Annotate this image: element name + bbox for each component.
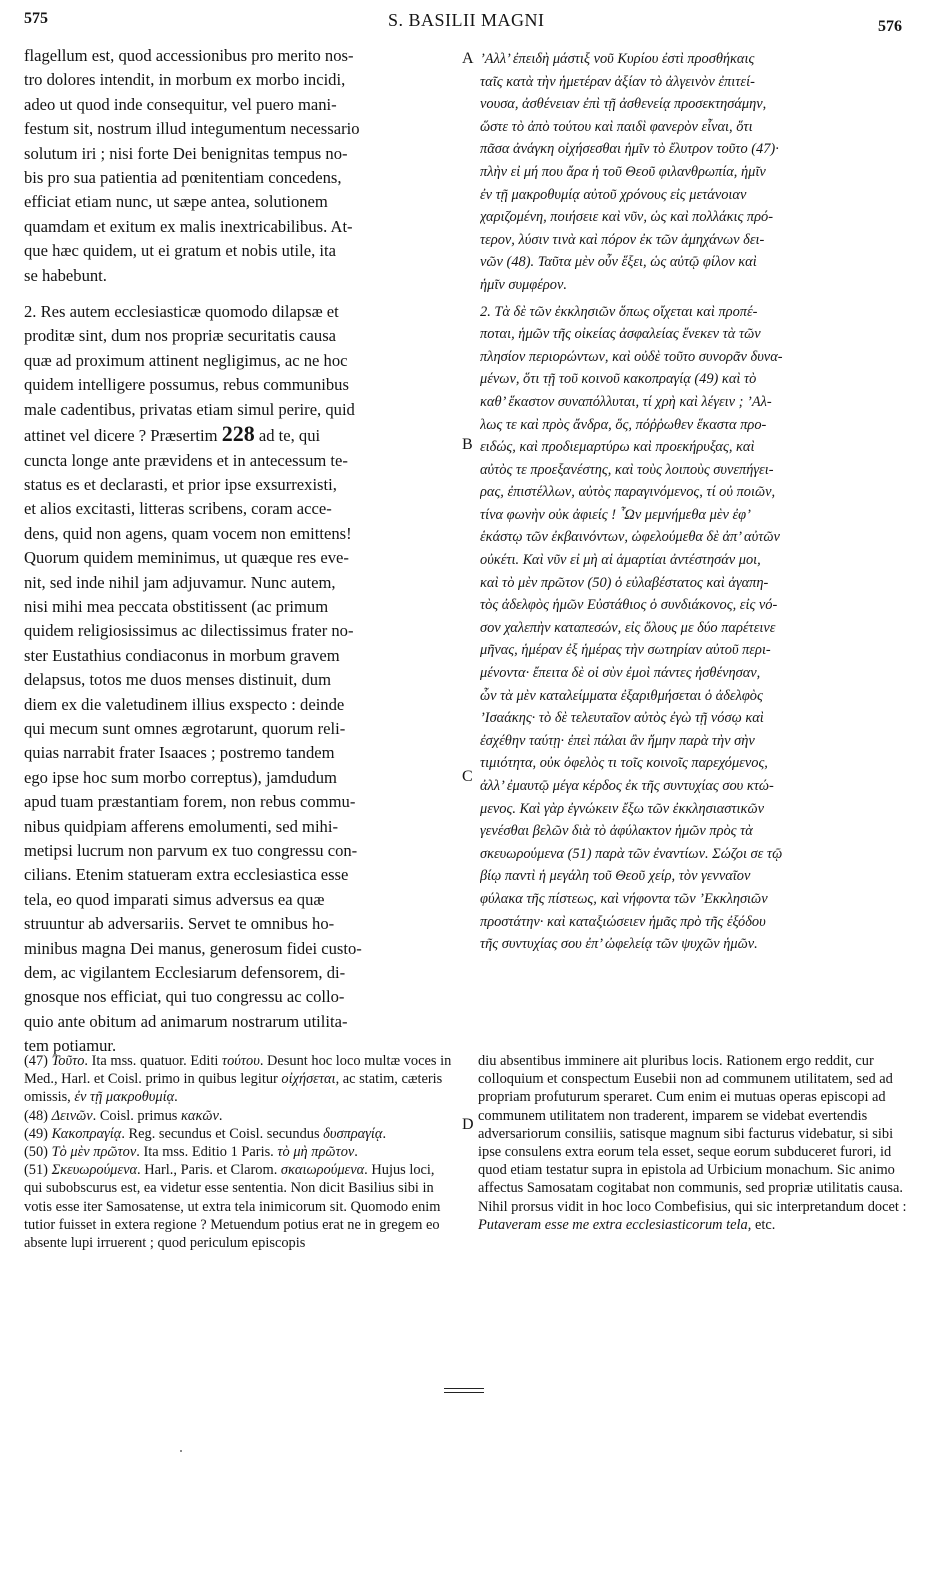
- greek-line: ταῖς κατὰ τὴν ἡμετέραν ἀξίαν τὸ ἀλγεινὸν ἐπιτεί-: [480, 73, 755, 90]
- latin-line: se habebunt.: [24, 265, 107, 285]
- latin-line: que hæc quidem, ut ei gratum et nobis utile, ita: [24, 241, 336, 261]
- greek-line: ὧν τὰ μὲν καταλείμματα ἐξαριθμήσεται ὁ ἀδελφὸς: [480, 687, 763, 704]
- latin-line: tro dolores intendit, in morbum ex morbo incidi,: [24, 70, 346, 90]
- greek-line: τῆς συντυχίας σου ἐπ’ ὠφελείᾳ τῶν ψυχῶν ἡμῶν.: [480, 936, 758, 953]
- note-text: . Ita mss. Editio 1 Paris.: [136, 1144, 278, 1161]
- latin-paragraphs: [24, 44, 471, 422]
- greek-line: ἐν τῇ μακροθυμίᾳ αὐτοῦ χρόνους εἰς μετάνοιαν: [480, 186, 747, 203]
- latin-line: nit, sed inde nihil jam adjuvamur. Nunc autem,: [24, 572, 336, 592]
- note-text: .: [354, 1144, 358, 1161]
- latin-line: delapsus, totos me duos menses distinuit, dum: [24, 670, 331, 690]
- latin-line: quio ante obitum ad animarum nostrarum utilita-: [24, 1011, 348, 1031]
- note-text: etc.: [751, 1216, 776, 1233]
- greek-line: τιμιότητα, οὐκ ὀφελὸς τι τοῖς κοινοῖς παρεχόμενος,: [480, 755, 768, 772]
- running-head: S. BASILII MAGNI: [388, 10, 545, 30]
- greek-column: [480, 48, 910, 956]
- greek-line: 2. Τὰ δὲ τῶν ἐκκλησιῶν ὅπως οἴχεται καὶ προπέ-: [480, 303, 758, 320]
- footnote-51: [24, 1161, 456, 1252]
- note-greek: τούτου: [221, 1053, 260, 1069]
- latin-line: quidem religiosissimus ac dilectissimus frater no-: [24, 621, 354, 641]
- greek-line: ειδώς, καὶ προδιεμαρτύρω καὶ προεκήρυξας, καὶ: [480, 439, 755, 456]
- latin-line: metipsi lucrum non parvum ex tuo congressu con-: [24, 841, 358, 860]
- page-number-left: 575: [24, 10, 48, 27]
- greek-line: πλησίον περιορώντων, καὶ οὐδὲ τοῦτο συνορᾶν δυνα-: [480, 348, 783, 365]
- greek-paragraphs: [480, 48, 910, 956]
- greek-line: μενος. Καὶ γὰρ ἐγνώκειν ἔξω τῶν ἐκκλησιαστικῶν: [480, 800, 764, 817]
- latin-line: adeo ut quod inde consequitur, vel puero mani-: [24, 94, 337, 114]
- note-greek: κακῶν: [181, 1107, 219, 1124]
- note-text: .: [174, 1089, 178, 1106]
- latin-line: quæ ad proximum attinent negligimus, ac ne hoc: [24, 350, 348, 370]
- end-rule: [444, 1392, 484, 1393]
- footnote-49: [24, 1125, 456, 1143]
- note-greek: Δεινῶν: [51, 1107, 93, 1124]
- latin-line: gnosque nos efficiat, qui tuo congressu ac collo-: [24, 987, 345, 1007]
- greek-line: προστάτην· καὶ καταξιώσειεν ἡμᾶς πρὸ τῆς ἐξόδου: [480, 913, 766, 930]
- end-rule: [444, 1388, 484, 1389]
- greek-line: σκευωρούμενα (51) παρὰ τῶν ἐναντίων. Σώζοι σε τῷ: [480, 845, 783, 862]
- greek-line: καὶ τὸ μὲν πρῶτον (50) ὁ εὐλαβέστατος καὶ ἀγαπη-: [480, 574, 769, 591]
- latin-line: struuntur ab adversariis. Servet te omnibus ho-: [24, 914, 335, 934]
- note-text: . Harl., Paris. et Clarom.: [137, 1162, 281, 1179]
- greek-line: ἡμῖν συμφέρον.: [480, 276, 567, 293]
- latin-line: male cadentibus, privatas etiam simul perire, quid: [24, 399, 355, 419]
- note-greek: Τὸ μὲν πρῶτον: [51, 1144, 137, 1161]
- latin-line-col-number: [24, 422, 471, 448]
- greek-line: μῆνας, ἡμέραν ἐξ ἡμέρας τὴν σωτηρίαν αὐτοῦ περι-: [480, 642, 771, 659]
- print-speck: [180, 1450, 182, 1452]
- latin-line: quias narrabit frater Isaaces ; postremo tandem: [24, 743, 335, 763]
- latin-line: proditæ sint, dum nos propriæ securitatis causa: [24, 326, 337, 346]
- note-greek: ἐν τῇ μακροθυμίᾳ: [74, 1089, 175, 1106]
- greek-line: τίνα φωνὴν οὐκ ἀφιείς ! ῟Ων μεμνήμεθα μὲν ἐφ’: [480, 506, 751, 523]
- column-number-228: 228: [221, 422, 255, 447]
- note-greek: οἰχήσεται: [281, 1071, 336, 1088]
- latin-line: apud tuam præstantiam forem, non rebus commu-: [24, 792, 356, 812]
- latin-line: ego ipse hoc sum morbo correptus), jamdudum: [24, 767, 337, 787]
- greek-line: ἀλλ’ ἐμαυτῷ μέγα κέρδος ἐκ τῆς συντυχίας σου κτώ-: [480, 778, 774, 794]
- greek-line: ἑκάστῳ τῶν ἐκβαινόντων, ὠφελούμεθα δὲ ἀπ’ αὐτῶν: [480, 529, 780, 546]
- greek-line: χαριζομένη, ποιήσειε καὶ νῦν, ὡς καὶ πολλάκις πρό-: [480, 209, 774, 226]
- note-text: . Reg. secundus et Coisl. secundus: [121, 1125, 324, 1142]
- note-text: . Coisl. primus: [92, 1107, 181, 1124]
- note-greek: Σκευωρούμενα: [51, 1162, 138, 1179]
- greek-line: σον χαλεπὴν καταπεσών, εἰς ὅλους με δύο παρέτεινε: [480, 619, 776, 636]
- note-text: (48): [24, 1107, 52, 1124]
- latin-line: festum sit, nostrum illud integumentum necessario: [24, 119, 360, 139]
- latin-line: Quorum quidem meminimus, ut quæque res eve-: [24, 548, 349, 568]
- latin-line-text: ad te, qui: [254, 426, 321, 446]
- footnote-47: [24, 1052, 456, 1107]
- greek-line: γενέσθαι βελῶν διὰ τὸ ἀφύλακτον ἡμῶν πρὸς τὰ: [480, 823, 753, 840]
- latin-line: 2. Res autem ecclesiasticæ quomodo dilapsæ et: [24, 302, 339, 322]
- latin-line: tela, eo quod imparati simus adversus ea quæ: [24, 889, 325, 909]
- greek-line: καθ’ ἕκαστον συναπόλλυται, τί χρὴ καὶ λέγειν ; ’Αλ-: [480, 393, 772, 410]
- greek-line: ρας, ἐπιστέλλων, αὐτὸς παραγινόμενος, τί οὐ ποιῶν,: [480, 484, 776, 501]
- latin-line: nibus quidpiam afferens emolumenti, sed mihi-: [24, 816, 338, 836]
- note-text: .: [382, 1125, 387, 1142]
- greek-line: φύλακα τῆς πίστεως, καὶ νήφοντα τῶν ’Εκκλησιῶν: [480, 890, 768, 907]
- margin-letter-d: D: [462, 1116, 474, 1133]
- latin-line: ster Eustathius condiaconus in morbum gravem: [24, 645, 340, 665]
- footnote-48: [24, 1107, 456, 1125]
- latin-line: bis pro sua patientia ad pœnitentiam concedens,: [24, 168, 342, 188]
- margin-letter-a: A: [462, 50, 474, 67]
- greek-line: μένοντα· ἔπειτα δὲ οἱ σὺν ἐμοὶ πάντες ἠσθένησαν,: [480, 665, 761, 682]
- margin-letter-c: C: [462, 768, 473, 785]
- latin-line: flagellum est, quod accessionibus pro merito nos-: [24, 46, 354, 65]
- footnotes-left: [24, 1052, 456, 1252]
- margin-letter-b: B: [462, 436, 473, 453]
- note-text: (49): [24, 1125, 52, 1142]
- greek-line: τερον, λύσιν τινὰ καὶ πόρον ἐκ τῶν ἀμηχάνων δει-: [480, 231, 765, 248]
- footnote-50: [24, 1143, 456, 1161]
- note-text: , ac statim, cæteris omissis,: [24, 1071, 443, 1106]
- greek-line: τὸς ἀδελφὸς ἡμῶν Εὐστάθιος ὁ συνδιάκονος, εἰς νό-: [480, 597, 778, 614]
- note-text: (47): [24, 1053, 52, 1069]
- footnotes-right: [478, 1052, 910, 1234]
- note-greek: Τοῦτο: [51, 1053, 85, 1069]
- note-text: diu absentibus imminere ait pluribus locis. Rationem ergo reddit, cur colloquium et conspectum Eusebii non ad communem utilitatem, sed ad propriam profuturum speraret. Cum enim ei mutuas operas episcopi ad communem utilitatem non traderent, imparem se videbat evertendis adversariorum consiliis, satisque magnum sibi facturus videbatur, si sibi ipse consulens extra eorum tela esset, seque eorum subduceret furori, id quod etiam testatur supra in epistola ad Urbicium monachum. Sic animo affectus Samosatam cogitabat non communis, sed propriæ utilitatis causa. Nihil prorsus vidit in hoc loco Combefisius, qui sic interpretandum docet :: [478, 1053, 907, 1215]
- greek-line: νῶν (48). Ταῦτα μὲν οὖν ἕξει, ὡς αὐτῷ φίλον καὶ: [480, 254, 757, 271]
- latin-line-text: attinet vel dicere ? Præsertim: [24, 426, 222, 446]
- latin-line: dem, ac vigilantem Ecclesiarum defensorem, di-: [24, 963, 346, 983]
- note-italic-quote: Putaveram esse me extra ecclesiasticorum tela,: [478, 1216, 752, 1233]
- greek-line: ’Αλλ’ ἐπειδὴ μάστιξ νοῦ Κυρίου ἐστὶ προσθήκαις: [480, 51, 755, 67]
- greek-line: νουσα, ἀσθένειαν ἐπὶ τῇ ἀσθενείᾳ προσεκτησάμην,: [480, 96, 767, 113]
- note-text: . Ita mss. quatuor. Editi: [84, 1053, 222, 1069]
- footnote-51-continued: [478, 1052, 910, 1234]
- greek-line: πλὴν εἰ μή που ἄρα ἡ τοῦ Θεοῦ φιλανθρωπία, ἡμῖν: [480, 163, 766, 180]
- latin-column: [24, 44, 471, 1059]
- greek-line: ὥστε τὸ ἀπὸ τούτου καὶ παιδὶ φανερὸν εἶναι, ὅτι: [480, 118, 753, 135]
- greek-line: μένων, ὅτι τῇ τοῦ κοινοῦ κακοπραγίᾳ (49) καὶ τὸ: [480, 371, 757, 388]
- latin-line: quamdam et exitum ex malis inextricabilibus. At-: [24, 216, 353, 236]
- greek-line: λως τε καὶ πρὸς ἄνδρα, ὅς, πόῤῥωθεν ἕκαστα προ-: [480, 416, 767, 433]
- note-text: . Desunt hoc loco multæ voces in Med., Harl. et Coisl. primo in quibus legitur: [24, 1053, 452, 1088]
- note-greek: Κακοπραγίᾳ: [51, 1125, 122, 1142]
- greek-line: βίῳ παντὶ ἡ μεγάλη τοῦ Θεοῦ χείρ, τὸν γενναῖον: [480, 868, 751, 885]
- note-text: .: [218, 1107, 223, 1124]
- latin-line: status es et declarasti, et prior ipse exsurrexisti,: [24, 474, 337, 494]
- latin-line: minibus magna Dei manus, generosum fidei custo-: [24, 938, 362, 958]
- latin-line: diem ex die valetudinem illius exspecto : deinde: [24, 694, 345, 714]
- note-greek: τὸ μὴ πρῶτον: [277, 1144, 355, 1161]
- latin-line: solutum iri ; nisi forte Dei benignitas tempus no-: [24, 143, 348, 163]
- note-text: (50): [24, 1144, 52, 1161]
- latin-line: nisi mihi mea peccata obstitissent (ac primum: [24, 596, 329, 616]
- greek-line: πᾶσα ἀνάγκη οἰχήσεσθαι ἡμῖν τὸ ἔλυτρον τοῦτο (47)·: [480, 141, 779, 158]
- note-greek: δυσπραγίᾳ: [323, 1125, 383, 1142]
- latin-line: cuncta longe ante prævidens et in antecessum te-: [24, 450, 348, 470]
- paragraph-gap: [24, 288, 471, 300]
- greek-line: ποται, ἡμῶν τῆς οἰκείας ἀσφαλείας ἕνεκεν τὰ τῶν: [480, 326, 761, 343]
- latin-line: quidem intelligere possumus, rebus communibus: [24, 375, 349, 395]
- greek-line: ’Ισαάκης· τὸ δὲ τελευταῖον αὐτὸς ἐγὼ τῇ νόσῳ καὶ: [480, 710, 764, 727]
- greek-line: ἐσχέθην ταύτῃ· ἐπεὶ πάλαι ἂν ἤμην παρὰ τὴν σὴν: [480, 732, 755, 749]
- greek-line: οὐκέτι. Καὶ νῦν εἰ μὴ αἱ ἁμαρτίαι ἀντέστησάν μοι,: [480, 552, 761, 569]
- latin-line: efficiat etiam nunc, ut sæpe antea, solutionem: [24, 192, 328, 212]
- latin-line: et alios excitasti, litteras scribens, coram acce-: [24, 499, 332, 519]
- latin-line: cilians. Etenim statueram extra ecclesiastica esse: [24, 865, 349, 885]
- page-number-right: 576: [878, 18, 902, 35]
- latin-line: dens, quid non agens, quam vocem non emittens!: [24, 523, 352, 543]
- latin-line: qui mecum sunt omnes ægrotarunt, quorum reli-: [24, 718, 346, 738]
- greek-line: αὐτὸς τε προεξανέστης, καὶ τοὺς λοιποὺς συνεπήγει-: [480, 461, 774, 478]
- note-greek: σκαιωρούμενα: [280, 1162, 365, 1179]
- latin-line: tem potiamur.: [24, 1036, 117, 1056]
- latin-paragraph-continued: [24, 449, 471, 1059]
- note-text: . Hujus loci, qui subobscurus est, ea videtur esse sententia. Non dicit Basilius sibi in votis esse iter Samosatense, ut extra tela inimicorum sit. Quomodo enim tutior fuisset in extera regione ? Metuendum potius erat ne in gregem eo absente lupi irruerent ; quod periculum episcopis: [24, 1162, 441, 1252]
- note-text: (51): [24, 1162, 52, 1179]
